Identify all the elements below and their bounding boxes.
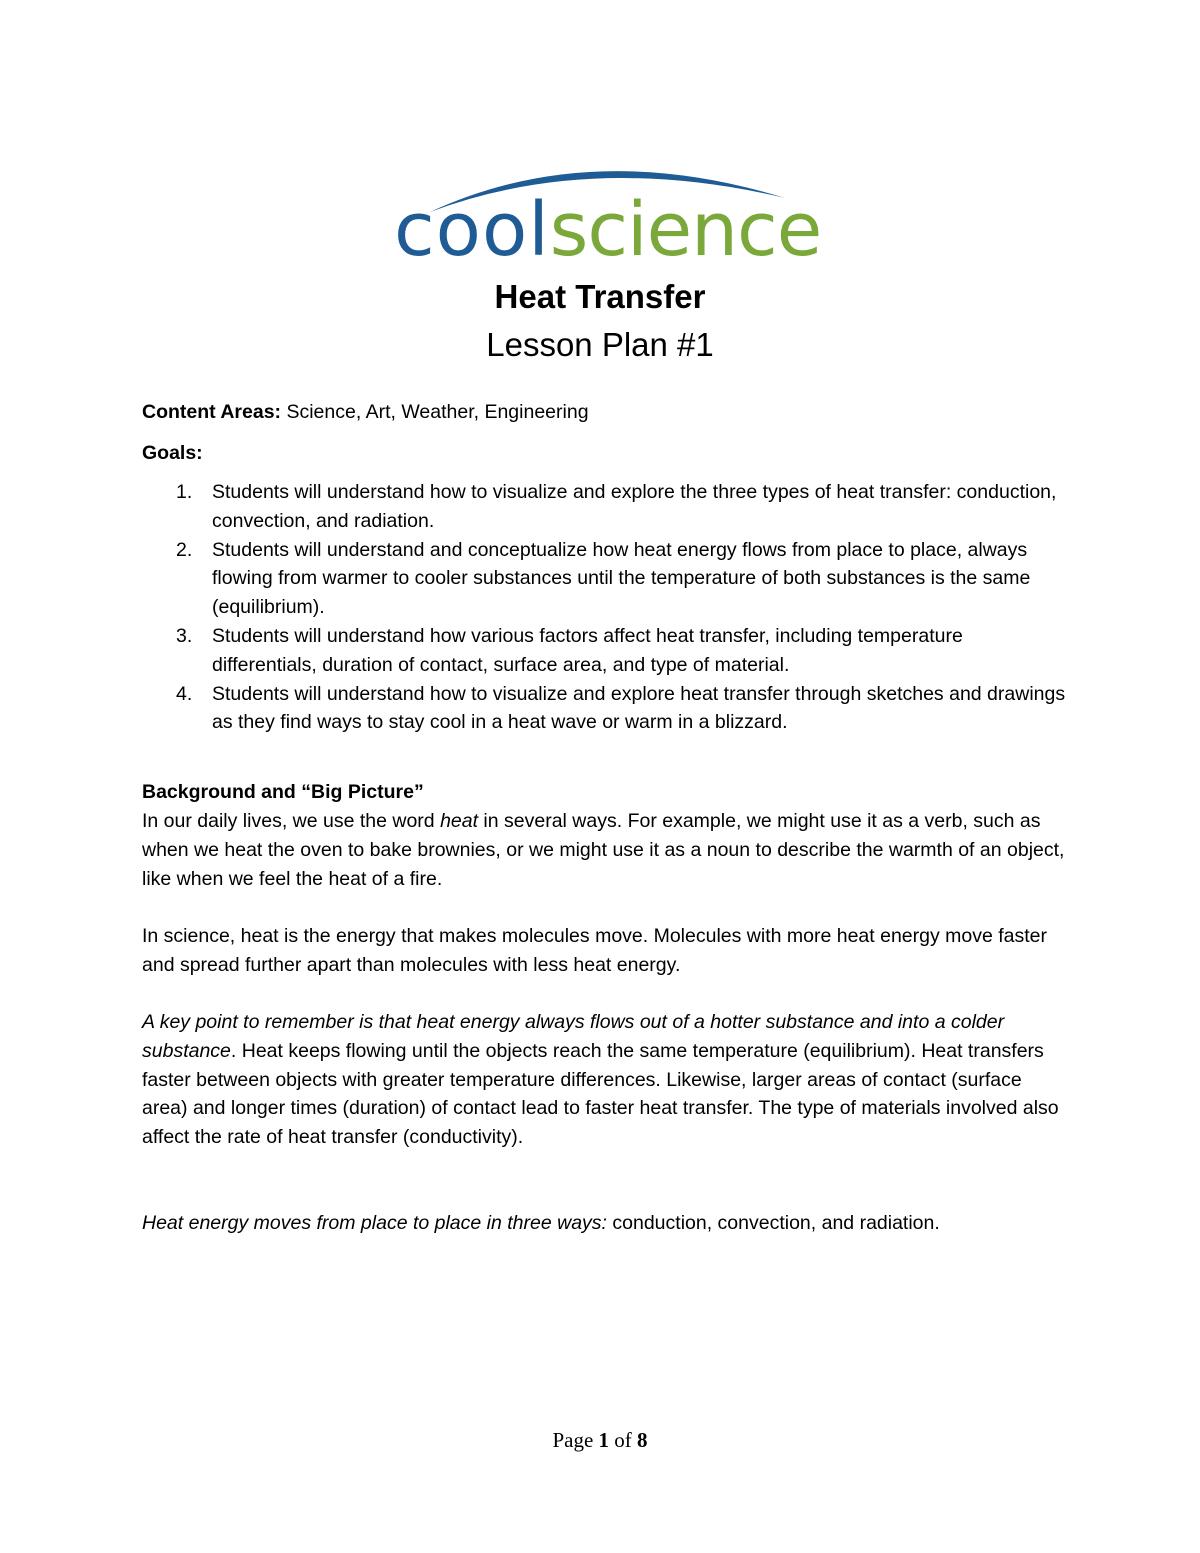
list-item-text: Students will understand how to visualize and explore heat transfer through sketches and drawings as they find ways to stay cool in a heat wave or warm in a blizzard. — [212, 682, 1066, 734]
background-paragraph-3 — [142, 1008, 1072, 1152]
list-item — [142, 478, 1072, 536]
background-paragraph-4 — [142, 1209, 1072, 1238]
footer-of-word: of — [609, 1428, 638, 1452]
logo-word-cool: cool — [394, 187, 550, 273]
page-title: Heat Transfer — [494, 278, 706, 315]
paragraph-text: in several ways. For example, we might use it as a verb, such as when we heat the oven to bake brownies, or we might use it as a noun to describe the warmth of an object, like when we feel the heat of a fire. — [142, 810, 1065, 890]
content-areas-line — [142, 398, 1072, 427]
list-item-number: 3. — [176, 624, 193, 647]
logo-wordmark — [394, 187, 822, 273]
background-paragraph-2: In science, heat is the energy that makes molecules move. Molecules with more heat energy move faster and spread further apart than molecules with less heat energy. — [142, 925, 1048, 976]
footer-page-total: 8 — [637, 1428, 648, 1452]
paragraph-text: In our daily lives, we use the word — [142, 810, 441, 832]
paragraph-text: . Heat keeps flowing until the objects reach the same temperature (equilibrium). Heat transfers faster between objects with greater temperature differences. Likewise, larger areas of contact (surface area) and longer times (duration) of contact lead to faster heat transfer. The type of materials involved also affect the rate of heat transfer (conductivity). — [142, 1039, 1059, 1149]
footer-page-number: 1 — [598, 1428, 610, 1452]
content-areas-label: Content Areas: — [142, 401, 282, 423]
goals-list — [142, 478, 1072, 737]
paragraph-text: conduction, convection, and radiation. — [606, 1212, 940, 1234]
background-paragraph-1 — [142, 807, 1072, 893]
content-areas-value: Science, Art, Weather, Engineering — [281, 401, 589, 423]
page-subtitle: Lesson Plan #1 — [486, 326, 714, 363]
background-heading: Background and “Big Picture” — [142, 781, 424, 803]
paragraph-emphasis: A key point to remember is that heat energy always flows out of a hotter substance and into a colder substance — [142, 1011, 1005, 1062]
list-item — [142, 622, 1072, 680]
list-item — [142, 680, 1072, 738]
list-item-text: Students will understand how to visualize and explore the three types of heat transfer: conduction, convection, and radiation. — [212, 481, 1057, 532]
page-footer — [0, 1428, 1200, 1453]
list-item-number: 1. — [176, 481, 193, 503]
footer-page-word: Page — [552, 1428, 599, 1452]
paragraph-emphasis: Heat energy moves from place to place in three ways: — [142, 1212, 607, 1234]
paragraph-emphasis: heat — [440, 810, 479, 832]
logo-word-science: science — [549, 187, 822, 273]
list-item-text: Students will understand and conceptualize how heat energy flows from place to place, always flowing from warmer to cooler substances until the temperature of both substances is the same (equilibrium). — [212, 538, 1031, 619]
list-item-text: Students will understand how various factors affect heat transfer, including temperature differentials, duration of contact, surface area, and type of material. — [212, 624, 963, 676]
list-item — [142, 536, 1072, 622]
goals-heading: Goals: — [142, 442, 203, 464]
list-item-number: 2. — [176, 538, 193, 561]
list-item-number: 4. — [176, 682, 193, 705]
